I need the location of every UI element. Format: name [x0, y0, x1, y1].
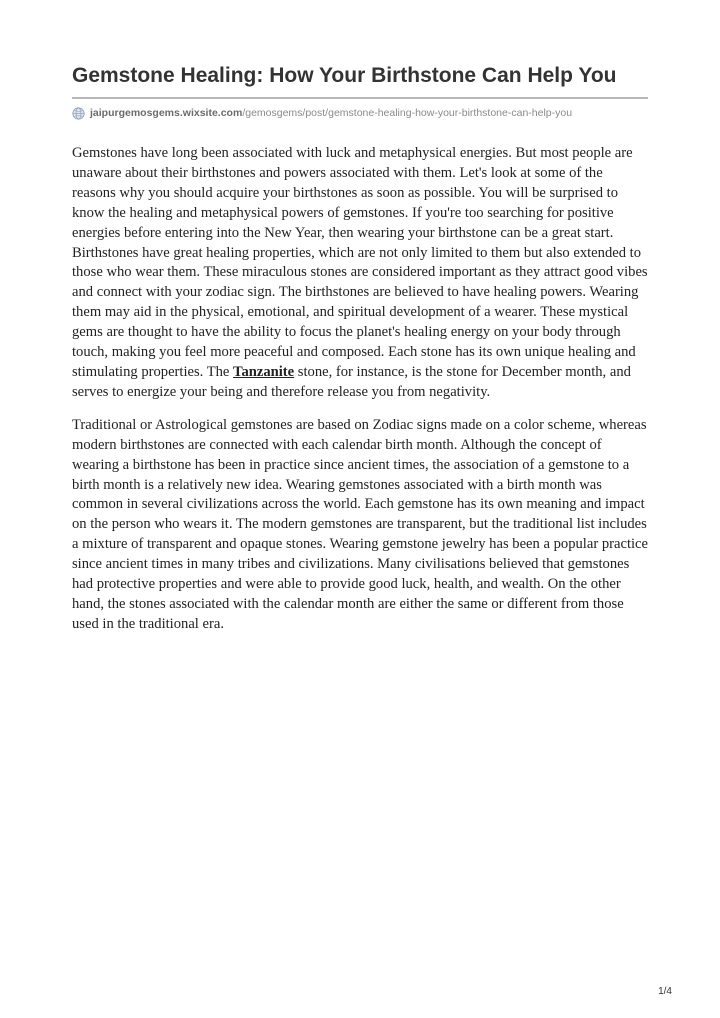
page-title: Gemstone Healing: How Your Birthstone Can Help You [72, 62, 648, 99]
paragraph-1 [72, 144, 648, 403]
source-url[interactable] [72, 105, 648, 121]
paragraph-1-text-a: Gemstones have long been associated with luck and metaphysical energies. But most people are unaware about their birthstones and powers associated with them. Let's look at some of the reasons why you should acquire your birthstones as soon as possible. You will be surprised to know the healing and metaphysical powers of gemstones. If you're too searching for positive energies before entering into the New Year, then wearing your birthstone can be a great start. Birthstones have great healing properties, which are not only limited to them but also extended to those who wear them. These miraculous stones are considered important as they attract good vibes and connect with your zodiac sign. The birthstones are believed to have healing powers. Wearing them may aid in the physical, emotional, and spiritual development of a wearer. These mystical gems are thought to have the ability to focus the planet's healing energy on your body through touch, making you feel more peaceful and composed. Each stone has its own unique healing and stimulating properties. The [72, 145, 648, 380]
document-page [72, 62, 648, 648]
paragraph-2: Traditional or Astrological gemstones are based on Zodiac signs made on a color scheme, whereas modern birthstones are connected with each calendar birth month. Although the concept of wearing a birthstone has been in practice since ancient times, the association of a gemstone to a birth month is a relatively new idea. Wearing gemstones associated with a birth month was common in several civilizations across the world. Each gemstone has its own meaning and impact on the person who wears it. The modern gemstones are transparent, but the traditional list includes a mixture of transparent and opaque stones. Wearing gemstone jewelry has been a popular practice since ancient times in many tribes and civilizations. Many civilisations believed that gemstones had protective properties and were able to provide good luck, health, and wealth. On the other hand, the stones associated with the calendar month are either the same or different from those used in the traditional era. [72, 416, 649, 632]
globe-icon [72, 107, 85, 120]
tanzanite-link[interactable]: Tanzanite [233, 363, 295, 380]
source-domain[interactable]: jaipurgemosgems.wixsite.com [90, 107, 243, 119]
page-number: 1/4 [658, 986, 672, 997]
source-path[interactable]: /gemosgems/post/gemstone-healing-how-your-birthstone-can-help-you [242, 107, 573, 119]
paragraph-1-text-b: stone, for instance, is the stone for December month, and serves to energize your being and therefore release you from negativity. [72, 363, 631, 400]
article-body [72, 144, 648, 635]
